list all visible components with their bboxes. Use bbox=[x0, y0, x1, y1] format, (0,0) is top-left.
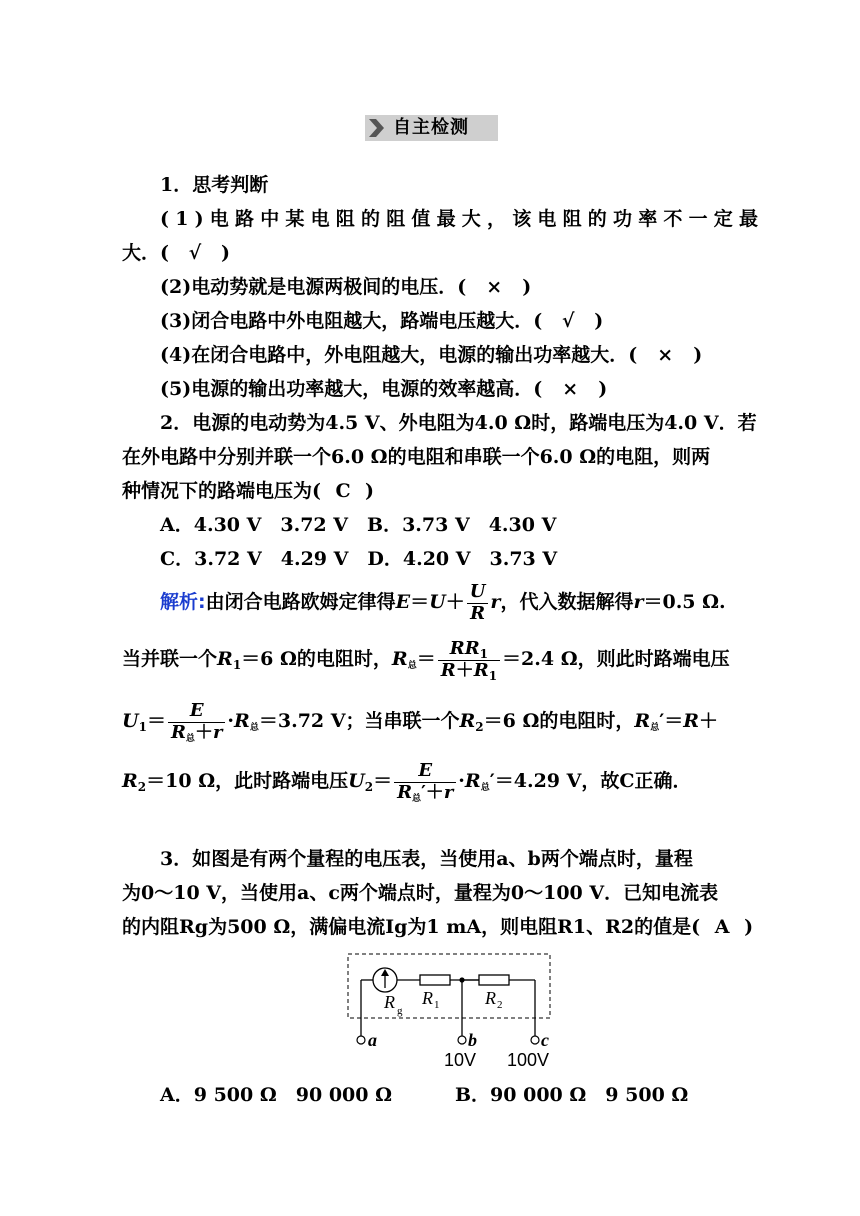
label-r2-sub: 2 bbox=[497, 999, 503, 1011]
q1-item-4: (4)在闭合电路中，外电阻越大，电源的输出功率越大．( × ) bbox=[160, 338, 702, 372]
q3-answer: A bbox=[714, 916, 730, 938]
label-c: c bbox=[541, 1030, 549, 1050]
q2-line3: 种情况下的路端电压为( C ) bbox=[122, 474, 374, 508]
label-r1: R bbox=[422, 988, 433, 1008]
terminal-c bbox=[531, 1036, 539, 1044]
q2-analysis-line1: 解析:由闭合电路欧姆定律得E＝U＋ $\frac{U}{R}$ r，代入数据解得r＝0.5 Ω. bbox=[160, 580, 726, 624]
q1-item-1-line1: (1)电路中某电阻的阻值最大，该电阻的功率不一定最 bbox=[160, 208, 765, 230]
label-10v: 10V bbox=[444, 1050, 477, 1070]
q3-option-a: A．9 500 Ω 90 000 Ω bbox=[160, 1084, 393, 1106]
q1-item-2-mark: × bbox=[486, 276, 503, 298]
label-100v: 100V bbox=[507, 1050, 550, 1070]
q2-analysis-line4: $R_2=10$ Ω，此时路端电压$U_2=$ $\frac{E}{\text{R总′＋r}}$ ·R总′＝4.29 V，故C正确． bbox=[122, 759, 692, 804]
q2-answer: C bbox=[335, 480, 351, 502]
label-rg: R bbox=[384, 992, 395, 1012]
q2-analysis-line3: $U_1=$ $\frac{E}{\text{R总＋r}}$ ·R总＝3.72 V；当串联一个$R_2=6$ Ω的电阻时，R总′＝R＋ bbox=[122, 699, 719, 744]
label-r2: R bbox=[485, 988, 496, 1008]
q3-line3: 的内阻Rg为500 Ω，满偏电流Ig为1 mA，则电阻R1、R2的值是( A ) bbox=[122, 910, 753, 944]
q1-item-3: (3)闭合电路中外电阻越大，路端电压越大．( √ ) bbox=[160, 304, 603, 338]
chevron-right-icon bbox=[367, 117, 389, 139]
q1-item-5: (5)电源的输出功率越大，电源的效率越高．( × ) bbox=[160, 372, 607, 406]
q2-line1: 2．电源的电动势为4.5 V、外电阻为4.0 Ω时，路端电压为4.0 V．若 bbox=[160, 412, 757, 434]
label-b: b bbox=[468, 1030, 477, 1050]
q3-line2: 为0～10 V，当使用a、c两个端点时，量程为0～100 V．已知电流表 bbox=[122, 882, 719, 904]
q1-heading: 1．思考判断 bbox=[160, 174, 269, 196]
q2-analysis-line2: 当并联一个$R_1=6$ Ω的电阻时，R总＝ $\frac{RR_1}{R+R_1}$ ＝2.4 Ω，则此时路端电压 bbox=[122, 637, 730, 683]
terminal-b bbox=[458, 1036, 466, 1044]
q2-options-ab: A．4.30 V 3.72 V B．3.73 V 4.30 V bbox=[160, 514, 557, 536]
q2-options-cd: C．3.72 V 4.29 V D．4.20 V 3.73 V bbox=[160, 548, 558, 570]
voltmeter-circuit-diagram bbox=[340, 948, 560, 1078]
resistor-r2 bbox=[479, 975, 509, 985]
terminal-a bbox=[357, 1036, 365, 1044]
resistor-r1 bbox=[420, 975, 450, 985]
label-r1-sub: 1 bbox=[434, 999, 440, 1011]
q1-item-1-line2: 大．( √ ) bbox=[122, 236, 230, 270]
q1-item-3-mark: √ bbox=[561, 310, 575, 332]
q1-item-4-mark: × bbox=[657, 344, 674, 366]
q1-item-1-mark: √ bbox=[188, 242, 202, 264]
q3-option-b: B．90 000 Ω 9 500 Ω bbox=[455, 1084, 689, 1106]
label-a: a bbox=[368, 1030, 377, 1050]
q3-line1: 3．如图是有两个量程的电压表，当使用a、b两个端点时，量程 bbox=[160, 848, 693, 870]
label-rg-sub: g bbox=[397, 1005, 403, 1017]
section-title: 自主检测 bbox=[393, 117, 469, 138]
q2-line2: 在外电路中分别并联一个6.0 Ω的电阻和串联一个6.0 Ω的电阻，则两 bbox=[122, 446, 711, 468]
q1-item-5-mark: × bbox=[562, 378, 579, 400]
q1-item-2: (2)电动势就是电源两极间的电压．( × ) bbox=[160, 270, 531, 304]
analysis-label: 解析: bbox=[160, 591, 206, 613]
